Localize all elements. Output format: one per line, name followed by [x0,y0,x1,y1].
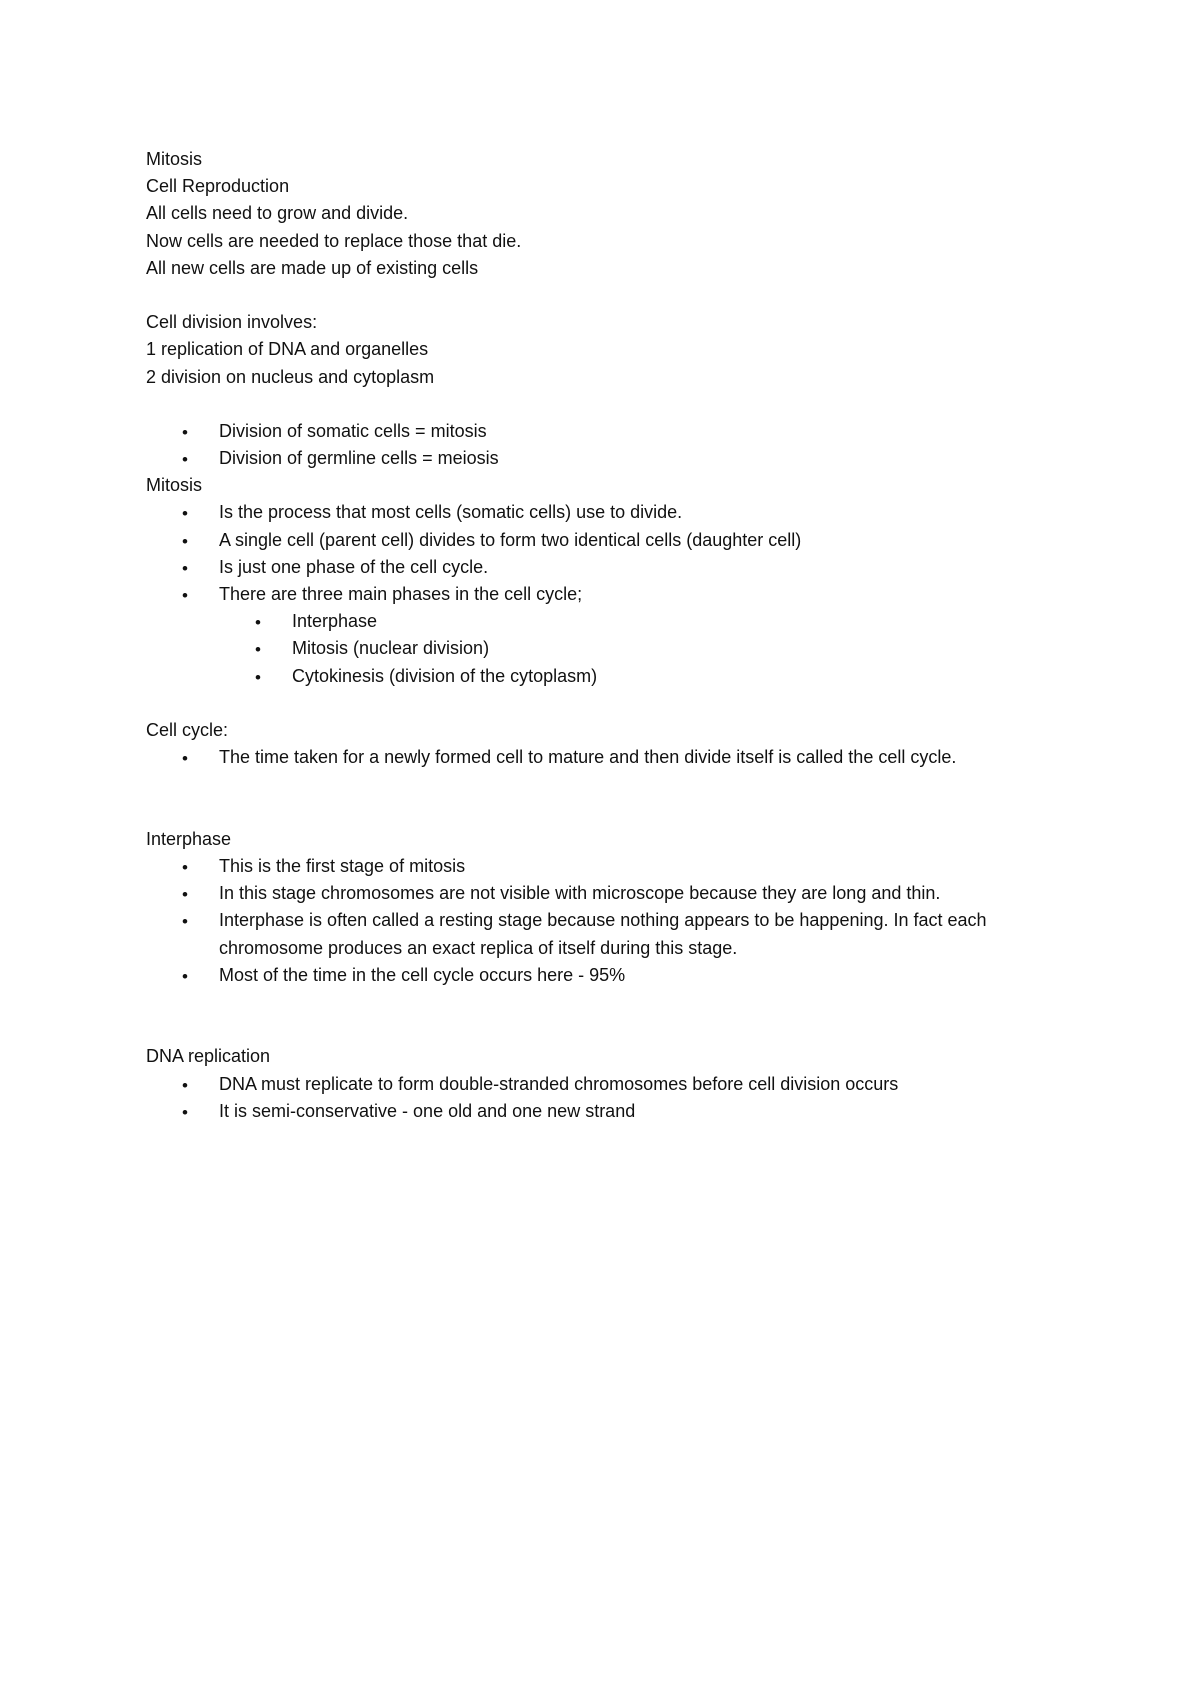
dna-replication-bullet-list [146,1071,1060,1125]
doc-title: Mitosis [146,149,203,169]
division-step: 2 division on nucleus and cytoplasm [146,366,435,387]
list-item-text: Interphase [292,611,378,632]
bullet-icon: • [182,422,188,442]
list-item-text: This is the first stage of mitosis [219,856,466,877]
bullet-icon: • [182,558,188,578]
mitosis-bullet-list [146,499,1060,689]
list-item [146,880,1060,907]
sub-list-item [146,635,1060,662]
interphase-bullet-list [146,853,1060,989]
list-item [146,962,1060,989]
interphase-heading: Interphase [146,828,232,849]
list-item [146,445,1060,472]
list-item-text: Most of the time in the cell cycle occurs here - 95% [219,964,626,985]
bullet-icon: • [182,966,188,986]
intro-line: All new cells are made up of existing cells [146,257,479,278]
list-item [146,907,1060,961]
spacer [146,989,1060,1016]
list-item-text: In this stage chromosomes are not visible with microscope because they are long and thin. [219,883,941,904]
bullet-icon: • [182,1075,188,1095]
intro-line: All cells need to grow and divide. [146,203,409,224]
list-item [146,1098,1060,1125]
list-item [146,853,1060,880]
bullet-icon: • [182,885,188,905]
intro-line: Cell Reproduction [146,176,290,197]
spacer [146,690,1060,717]
bullet-icon: • [255,613,261,633]
spacer [146,771,1060,798]
division-bullet-list [146,418,1060,472]
list-item [146,418,1060,445]
spacer [146,282,1060,309]
cell-cycle-heading: Cell cycle: [146,720,229,741]
list-item-text: Division of germline cells = meiosis [219,448,499,469]
bullet-icon: • [255,667,261,687]
list-item-text: The time taken for a newly formed cell to mature and then divide itself is called the cell cycle. [219,747,957,768]
intro-line: Now cells are needed to replace those that die. [146,230,522,251]
bullet-icon: • [182,531,188,551]
spacer [146,391,1060,418]
bullet-icon: • [182,858,188,878]
list-item-text: Interphase is often called a resting stage because nothing appears to be happening. In fact each chromosome produces an exact replica of itself during this stage. [219,910,987,958]
sub-list-item [146,663,1060,690]
bullet-icon: • [182,1102,188,1122]
dna-replication-heading: DNA replication [146,1046,271,1067]
bullet-icon: • [255,640,261,660]
bullet-icon: • [182,504,188,524]
list-item-text: There are three main phases in the cell cycle; [219,584,583,605]
list-item-text: Is the process that most cells (somatic cells) use to divide. [219,502,683,523]
list-item-text: A single cell (parent cell) divides to form two identical cells (daughter cell) [219,529,802,550]
list-item [146,744,1060,771]
list-item [146,527,1060,554]
spacer [146,1016,1060,1043]
spacer [146,799,1060,826]
list-item [146,1071,1060,1098]
bullet-icon: • [182,586,188,606]
cell-cycle-bullet-list [146,744,1060,771]
mitosis-heading: Mitosis [146,475,203,496]
division-heading: Cell division involves: [146,312,318,333]
bullet-icon: • [182,749,188,769]
bullet-icon: • [182,450,188,470]
list-item [146,554,1060,581]
list-item-text: DNA must replicate to form double-stranded chromosomes before cell division occurs [219,1073,899,1094]
bullet-icon: • [182,912,188,932]
list-item-text: Cytokinesis (division of the cytoplasm) [292,665,598,686]
list-item-text: It is semi-conservative - one old and one new strand [219,1100,636,1121]
sub-list-item [146,608,1060,635]
list-item [146,499,1060,526]
division-step: 1 replication of DNA and organelles [146,339,429,360]
list-item-text: Is just one phase of the cell cycle. [219,556,489,577]
list-item-text: Division of somatic cells = mitosis [219,420,487,441]
list-item [146,581,1060,608]
list-item-text: Mitosis (nuclear division) [292,638,490,659]
